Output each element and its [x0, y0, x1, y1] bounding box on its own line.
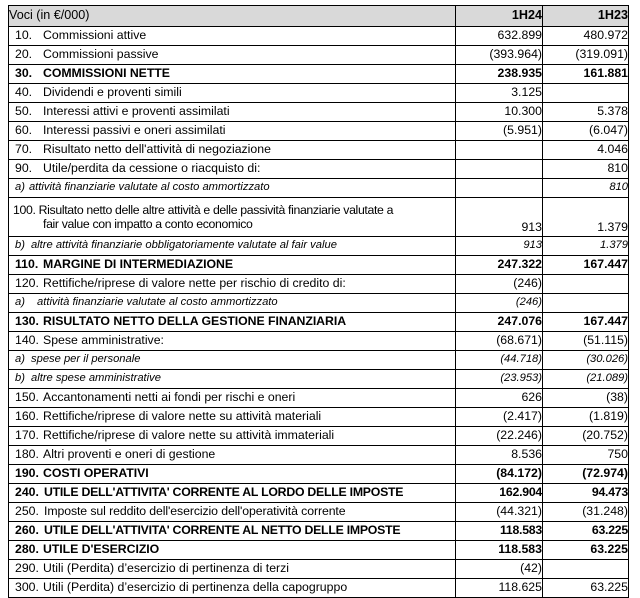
row-value-1h24: 247.322 [456, 256, 543, 275]
table-row [9, 256, 629, 275]
table-row [9, 541, 629, 560]
row-value-1h24: 913 [456, 198, 543, 237]
row-code: 170. [15, 428, 39, 443]
row-label-cell [9, 198, 456, 237]
financial-table-container [8, 5, 628, 598]
row-label-cell [9, 84, 456, 103]
row-label-cell [9, 313, 456, 332]
row-label [9, 448, 455, 461]
row-code: 260. [15, 523, 39, 538]
row-label [9, 562, 455, 575]
table-row [9, 484, 629, 503]
row-value-1h23: 1.379 [543, 237, 629, 256]
row-code: 50. [15, 104, 33, 119]
row-code: 290. [15, 561, 39, 576]
row-value-1h23: 810 [543, 160, 629, 179]
table-row [9, 103, 629, 122]
row-value-1h24: (246) [456, 275, 543, 294]
row-code: 70. [15, 142, 33, 157]
table-row [9, 579, 629, 598]
row-value-1h24: 3.125 [456, 84, 543, 103]
row-code: 140. [15, 333, 39, 348]
row-label [9, 297, 455, 309]
row-text: spese per il personale [31, 353, 141, 366]
table-row [9, 65, 629, 84]
row-value-1h23: (31.248) [543, 503, 629, 522]
row-value-1h23: 750 [543, 446, 629, 465]
row-text: attività finanziarie valutate al costo ammortizzato [37, 296, 278, 309]
row-code: 130. [15, 314, 39, 329]
row-value-1h24: 118.583 [456, 522, 543, 541]
row-value-1h23: (6.047) [543, 122, 629, 141]
row-value-1h23 [543, 560, 629, 579]
table-row [9, 370, 629, 389]
row-text: Spese amministrative: [43, 333, 164, 348]
row-label [9, 105, 455, 118]
row-value-1h23: 63.225 [543, 579, 629, 598]
row-value-1h24 [456, 160, 543, 179]
row-label-cell [9, 465, 456, 484]
row-label-cell [9, 122, 456, 141]
row-code: 180. [15, 447, 39, 462]
row-label-cell [9, 484, 456, 503]
row-value-1h23: 480.972 [543, 27, 629, 46]
row-text: MARGINE DI INTERMEDIAZIONE [43, 257, 233, 272]
row-value-1h23: (72.974) [543, 465, 629, 484]
row-value-1h24: 118.625 [456, 579, 543, 598]
table-row [9, 46, 629, 65]
row-code: 300. [15, 580, 39, 595]
row-code: 280. [15, 542, 39, 557]
row-label [9, 162, 455, 175]
row-text: Altri proventi e oneri di gestione [43, 447, 216, 462]
row-label-cell [9, 256, 456, 275]
row-value-1h24: (246) [456, 294, 543, 313]
row-text: Accantonamenti netti ai fondi per rischi e oneri [43, 390, 296, 405]
table-header [9, 6, 629, 27]
row-text: Rettifiche/riprese di valore nette su attività materiali [43, 409, 322, 424]
row-value-1h24: 10.300 [456, 103, 543, 122]
table-row [9, 389, 629, 408]
row-label-cell [9, 332, 456, 351]
row-text: Imposte sul reddito dell'esercizio dell'operatività corrente [44, 504, 346, 519]
row-label [9, 277, 455, 290]
row-code: 160. [15, 409, 39, 424]
row-text: altre spese amministrative [31, 372, 161, 385]
row-value-1h24 [456, 141, 543, 160]
row-value-1h23 [543, 275, 629, 294]
row-label-cell [9, 179, 456, 198]
row-label [9, 543, 455, 556]
row-value-1h24: (68.671) [456, 332, 543, 351]
row-text-line2: fair value con impatto a conto economico [43, 217, 253, 231]
row-text: RISULTATO NETTO DELLA GESTIONE FINANZIARIA [43, 314, 347, 329]
row-label [9, 143, 455, 156]
row-code: 20. [15, 47, 33, 62]
row-label [9, 258, 455, 271]
row-label [9, 29, 455, 42]
row-text: Interessi attivi e proventi assimilati [43, 104, 230, 119]
row-value-1h24: (44.321) [456, 503, 543, 522]
row-value-1h24: (22.246) [456, 427, 543, 446]
row-label-cell [9, 389, 456, 408]
row-value-1h24: (23.953) [456, 370, 543, 389]
row-text: UTILE DELL'ATTIVITA' CORRENTE AL NETTO DELLE IMPOSTE [44, 523, 401, 538]
row-value-1h24: (393.964) [456, 46, 543, 65]
row-value-1h24: 118.583 [456, 541, 543, 560]
row-text: Rettifiche/riprese di valore nette per rischio di credito di: [43, 276, 346, 291]
row-label [9, 505, 455, 518]
row-text: altre attività finanziarie obbligatoriamente valutate al fair value [30, 239, 337, 252]
row-value-1h23 [543, 84, 629, 103]
row-text: Risultato netto delle altre attività e delle passività finanziarie valutate a [38, 202, 394, 217]
row-value-1h23: 4.046 [543, 141, 629, 160]
row-code: 190. [15, 466, 39, 481]
row-label [9, 467, 455, 480]
row-value-1h23: 94.473 [543, 484, 629, 503]
row-code: a) [15, 181, 25, 194]
row-label-cell [9, 275, 456, 294]
row-value-1h23: (20.752) [543, 427, 629, 446]
row-code: 30. [15, 66, 33, 81]
row-value-1h24: 626 [456, 389, 543, 408]
table-body [9, 27, 629, 598]
row-value-1h24: 247.076 [456, 313, 543, 332]
row-code: b) [15, 239, 25, 252]
row-code: b) [15, 372, 25, 385]
row-value-1h23: 1.379 [543, 198, 629, 237]
row-label [9, 334, 455, 347]
table-row [9, 408, 629, 427]
table-row [9, 294, 629, 313]
row-code: 110. [15, 257, 39, 272]
row-value-1h23: 167.447 [543, 313, 629, 332]
header-row [9, 6, 629, 27]
row-label [9, 48, 455, 61]
row-label [9, 429, 455, 442]
row-label [9, 67, 455, 80]
row-value-1h24: 913 [456, 237, 543, 256]
row-text: Commissioni passive [43, 47, 159, 62]
table-row [9, 332, 629, 351]
row-value-1h24: 8.536 [456, 446, 543, 465]
row-label-cell [9, 408, 456, 427]
row-label [9, 373, 455, 385]
table-row [9, 179, 629, 198]
row-code: 120. [15, 276, 39, 291]
row-text: UTILE DELL'ATTIVITA' CORRENTE AL LORDO DELLE IMPOSTE [44, 485, 404, 500]
row-code: 90. [15, 161, 33, 176]
table-row [9, 84, 629, 103]
row-code: 60. [15, 123, 33, 138]
table-row [9, 446, 629, 465]
row-value-1h24: (84.172) [456, 465, 543, 484]
header-label-cell: Voci (in €/000) [9, 6, 456, 27]
row-value-1h23: (51.115) [543, 332, 629, 351]
row-code: 150. [15, 390, 39, 405]
row-text: attività finanziarie valutate al costo ammortizzato [28, 181, 270, 194]
table-row [9, 503, 629, 522]
row-label-cell [9, 503, 456, 522]
table-row [9, 27, 629, 46]
row-label [9, 581, 455, 594]
row-text: Rettifiche/riprese di valore nette su attività immateriali [43, 428, 335, 443]
row-text: Dividendi e proventi simili [43, 85, 182, 100]
row-value-1h23: (319.091) [543, 46, 629, 65]
row-value-1h24: (42) [456, 560, 543, 579]
table-row [9, 160, 629, 179]
header-period-1h24: 1H24 [456, 6, 543, 27]
row-label-cell [9, 103, 456, 122]
row-value-1h24: (2.417) [456, 408, 543, 427]
row-value-1h23: 5.378 [543, 103, 629, 122]
row-label [9, 240, 455, 252]
table-row [9, 313, 629, 332]
row-code: 240. [15, 485, 39, 500]
table-row [9, 560, 629, 579]
table-row [9, 237, 629, 256]
table-row [9, 198, 629, 237]
row-code: 250. [15, 504, 39, 519]
row-label-cell [9, 65, 456, 84]
table-row [9, 522, 629, 541]
row-label-cell [9, 237, 456, 256]
row-label-cell [9, 351, 456, 370]
row-value-1h23: 161.881 [543, 65, 629, 84]
row-text: Commissioni attive [43, 28, 147, 43]
row-text: UTILE D'ESERCIZIO [43, 542, 160, 557]
row-label [9, 182, 455, 194]
row-label-cell [9, 446, 456, 465]
row-label-cell [9, 560, 456, 579]
row-code: 40. [15, 85, 33, 100]
table-row [9, 351, 629, 370]
row-value-1h23: (38) [543, 389, 629, 408]
row-label-cell [9, 27, 456, 46]
row-label [9, 315, 455, 328]
row-label-cell [9, 160, 456, 179]
row-code: a) [15, 296, 25, 309]
row-label [9, 86, 455, 99]
table-row [9, 141, 629, 160]
row-value-1h24: (44.718) [456, 351, 543, 370]
row-value-1h24: (5.951) [456, 122, 543, 141]
row-label-cell [9, 141, 456, 160]
row-label [9, 391, 455, 404]
row-label-cell [9, 427, 456, 446]
row-text: COMMISSIONI NETTE [43, 66, 170, 81]
row-value-1h23: (21.089) [543, 370, 629, 389]
row-label [9, 410, 455, 423]
row-label-cell [9, 370, 456, 389]
row-label [9, 486, 455, 499]
row-label [9, 354, 455, 366]
row-value-1h23: 810 [543, 179, 629, 198]
row-value-1h24: 238.935 [456, 65, 543, 84]
row-text: COSTI OPERATIVI [43, 466, 149, 481]
row-label-cell [9, 522, 456, 541]
row-value-1h23: (1.819) [543, 408, 629, 427]
row-value-1h23: (30.026) [543, 351, 629, 370]
row-label-cell [9, 541, 456, 560]
row-text: Utili (Perdita) d’esercizio di pertinenza di terzi [43, 561, 290, 576]
row-label [9, 203, 455, 231]
row-text: Utili (Perdita) d’esercizio di pertinenza della capogruppo [43, 580, 348, 595]
table-row [9, 465, 629, 484]
row-value-1h24: 632.899 [456, 27, 543, 46]
row-code: 10. [15, 28, 33, 43]
income-statement-table [8, 5, 629, 598]
table-row [9, 122, 629, 141]
row-value-1h24 [456, 179, 543, 198]
table-row [9, 427, 629, 446]
table-row [9, 275, 629, 294]
row-text: Interessi passivi e oneri assimilati [43, 123, 226, 138]
row-value-1h24: 162.904 [456, 484, 543, 503]
row-label-cell [9, 579, 456, 598]
row-label [9, 124, 455, 137]
row-code: 100. [13, 202, 36, 217]
row-value-1h23 [543, 294, 629, 313]
row-value-1h23: 63.225 [543, 541, 629, 560]
row-text: Risultato netto dell'attività di negoziazione [43, 142, 271, 157]
row-code: a) [15, 353, 25, 366]
row-label-cell [9, 294, 456, 313]
row-value-1h23: 167.447 [543, 256, 629, 275]
header-period-1h23: 1H23 [543, 6, 629, 27]
row-label-cell [9, 46, 456, 65]
row-text: Utile/perdita da cessione o riacquisto di: [43, 161, 261, 176]
row-value-1h23: 63.225 [543, 522, 629, 541]
